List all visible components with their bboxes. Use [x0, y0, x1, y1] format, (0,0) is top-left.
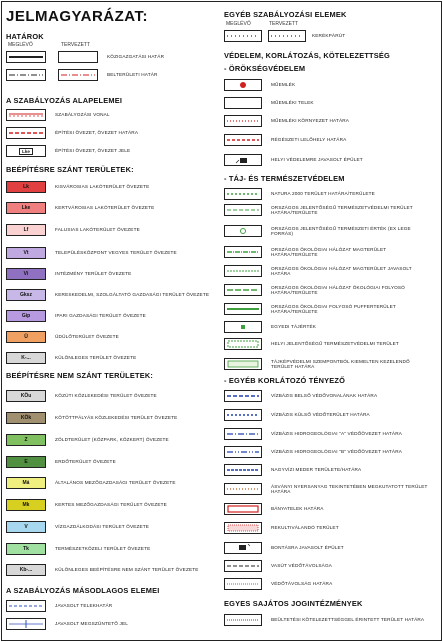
orszagos-termeszetvedelmi-symbol	[224, 204, 262, 216]
legend-row	[6, 411, 177, 425]
legend-label: RÉGÉSZETI LELŐHELY HATÁRA	[271, 137, 347, 143]
legend-label: MŰEMLÉKI KÖRNYEZET HATÁRA	[271, 118, 350, 124]
hatarok-heading: HATÁROK	[6, 32, 44, 41]
hidrogeologiai-b-symbol	[224, 446, 262, 458]
legend-row	[6, 68, 158, 82]
zone-swatch: Lk	[6, 181, 46, 193]
legend-row	[224, 389, 377, 403]
legend-label: SZABÁLYOZÁSI VONAL	[55, 112, 110, 118]
legend-row	[6, 433, 169, 447]
zone-swatch: Vt	[6, 247, 46, 259]
legend-row	[6, 144, 130, 158]
legend-label: TELEPÜLÉSKÖZPONT VEGYES TERÜLET ÖVEZETE	[55, 250, 177, 256]
tajkepvedelmi-symbol	[224, 358, 262, 370]
kerekparut-existing-symbol	[224, 30, 262, 42]
asvanyi-nyersanyag-symbol	[224, 483, 262, 495]
legend-label: TERMÉSZETKÖZELI TERÜLET ÖVEZETE	[55, 546, 151, 552]
legend-row	[6, 330, 119, 344]
legend-row	[224, 78, 295, 92]
legend-label: ÜDÜLŐTERÜLET ÖVEZETE	[55, 334, 119, 340]
legend-label: JAVASOLT TELEKHATÁR	[55, 603, 113, 609]
zone-swatch: KÖu	[6, 390, 46, 402]
zone-swatch: Má	[6, 477, 46, 489]
muemleki-telek-symbol	[224, 97, 262, 109]
zone-swatch: Gksz	[6, 289, 46, 301]
legend-label: MŰEMLÉKI TELEK	[271, 100, 314, 106]
legend-label: VASÚT VÉDŐTÁVOLSÁGA	[271, 563, 333, 569]
zone-swatch: Lf	[6, 224, 46, 236]
legend-label: REKULTIVÁLANDÓ TERÜLET	[271, 525, 339, 531]
zone-swatch: Gip	[6, 310, 46, 322]
legend-row	[6, 542, 150, 556]
legend-label: ÉPÍTÉSI ÖVEZET, ÖVEZET HATÁRA	[55, 130, 139, 136]
bontasra-symbol	[224, 542, 262, 554]
legend-row	[224, 559, 332, 573]
legend-row	[6, 309, 146, 323]
telekhatar-symbol	[6, 600, 46, 612]
ovezet-jel-code: Lke	[19, 148, 33, 155]
korlatozo-heading: - EGYÉB KORLÁTOZÓ TÉNYEZŐ	[224, 376, 346, 385]
natura-symbol	[224, 188, 262, 200]
vizbazis-belso-symbol	[224, 390, 262, 402]
legend-row	[6, 498, 167, 512]
joginteztmenyek-heading: EGYES SAJÁTOS JOGINTÉZMÉNYEK	[224, 599, 363, 608]
legend-sheet	[1, 1, 442, 641]
legend-row	[6, 617, 128, 631]
nem-szant-heading: BEÉPÍTÉSRE NEM SZÁNT TERÜLETEK:	[6, 371, 154, 380]
legend-label: KÖZÚTI KÖZLEKEDÉSI TERÜLET ÖVEZETE	[55, 393, 157, 399]
legend-label: VÍZBÁZIS BELSŐ VÉDŐVONALÁNAK HATÁRA	[271, 393, 378, 399]
legend-label: ÁLTALÁNOS MEZŐGAZDASÁGI TERÜLET ÖVEZETE	[55, 480, 176, 486]
legend-row	[224, 577, 332, 591]
ovezet-hatar-symbol	[6, 127, 46, 139]
legend-row	[6, 288, 215, 302]
zone-swatch: V	[6, 521, 46, 533]
alapelemek-heading: A SZABÁLYOZÁS ALAPELEMEI	[6, 96, 123, 105]
orokseg-heading: - ÖRÖKSÉGVÉDELEM	[224, 64, 306, 73]
zone-swatch: Mk	[6, 499, 46, 511]
legend-title: JELMAGYARÁZAT:	[6, 8, 149, 25]
okologiai-folyoso-symbol	[224, 284, 262, 296]
vedelem-heading: VÉDELEM, KORLÁTOZÁS, KÖTELEZETTSÉG	[224, 51, 390, 60]
col-tervezett-label: TERVEZETT	[61, 42, 91, 48]
helyi-vedelem-symbol	[224, 154, 262, 166]
legend-label: NAGYVÍZI MEDER TERÜLETE/HATÁRA	[271, 467, 362, 473]
helyi-termeszetvedelmi-symbol	[224, 338, 262, 350]
legend-label: TÁJKÉPVÉDELMI SZEMPONTBÓL KIEMELTEN KEZELENDŐ TERÜLET HATÁRA	[271, 358, 410, 369]
legend-row	[6, 389, 157, 403]
zone-swatch: Kb-...	[6, 564, 46, 576]
zone-swatch: K-...	[6, 352, 46, 364]
legend-label: INTÉZMÉNY TERÜLET ÖVEZETE	[55, 271, 132, 277]
vizbazis-kulso-symbol	[224, 409, 262, 421]
legend-label: IPARI GAZDASÁGI TERÜLET ÖVEZETE	[55, 313, 146, 319]
legend-row	[224, 264, 431, 278]
legend-label: JAVASOLT MEGSZÜNTETŐ JEL	[55, 621, 129, 627]
nagyvizi-meder-symbol	[224, 464, 262, 476]
legend-row	[6, 520, 149, 534]
legend-label: MŰEMLÉK	[271, 82, 296, 88]
legend-label: VÍZBÁZIS HIDROGEOLÓGIAI "A" VÉDŐÖVEZET HATÁRA	[271, 431, 403, 437]
legend-label: FALUSIAS LAKÓTERÜLET ÖVEZETE	[55, 227, 140, 233]
col-meglevo-label: MEGLÉVŐ	[226, 21, 251, 27]
legend-label: KISVÁROSIAS LAKÓTERÜLET ÖVEZETE	[55, 184, 150, 190]
legend-row	[224, 482, 431, 496]
legend-row	[6, 201, 154, 215]
belteruleti-planned-symbol	[58, 69, 98, 81]
legend-label: ORSZÁGOS JELENTŐSÉGŰ TERMÉSZETI ÉRTÉK (EX LEGE FORRÁS)	[271, 225, 411, 236]
legend-row	[224, 408, 370, 422]
legend-row	[224, 445, 402, 459]
zone-swatch: Ü	[6, 331, 46, 343]
legend-label: ORSZÁGOS ÖKOLÓGIAI HÁLÓZAT MAGTERÜLET JAVASOLT HATÁRA	[271, 265, 412, 276]
ex-lege-symbol	[224, 225, 262, 237]
legend-label: KERÉKPÁRÚT	[312, 33, 346, 39]
legend-label: ÉPÍTÉSI ÖVEZET, ÖVEZET JELE	[55, 148, 131, 154]
legend-label: VÍZBÁZIS HIDROGEOLÓGIAI "B" VÉDŐÖVEZET HATÁRA	[271, 449, 403, 455]
zone-swatch: KÖk	[6, 412, 46, 424]
egyeb-heading: EGYÉB SZABÁLYOZÁSI ELEMEK	[224, 10, 347, 19]
legend-row	[6, 223, 140, 237]
zone-swatch: Vi	[6, 268, 46, 280]
legend-label: ÁSVÁNYI NYERSANYAG TEKINTETÉBEN MEGKUTATOTT TERÜLET HATÁRA	[271, 483, 428, 494]
legend-row	[6, 563, 215, 577]
ovezet-jel-symbol	[6, 145, 46, 157]
legend-label: BONTÁSRA JAVASOLT ÉPÜLET	[271, 545, 344, 551]
legend-row	[224, 96, 314, 110]
col-tervezett-label: TERVEZETT	[269, 21, 299, 27]
legend-row	[224, 502, 324, 516]
kozigazgatasi-planned-symbol	[58, 51, 98, 63]
legend-label: VÍZBÁZIS KÜLSŐ VÉDŐTERÜLET HATÁRA	[271, 412, 370, 418]
legend-row	[6, 267, 131, 281]
legend-label: KERTES MEZŐGAZDASÁGI TERÜLET ÖVEZETE	[55, 502, 167, 508]
zone-swatch: E	[6, 456, 46, 468]
legend-row	[224, 613, 431, 627]
legend-row	[6, 50, 164, 64]
legend-label: BELTERÜLETI HATÁR	[107, 72, 158, 78]
legend-row	[6, 476, 176, 490]
legend-row	[224, 187, 375, 201]
legend-label: KÜLÖNLEGES TERÜLET ÖVEZETE	[55, 355, 137, 361]
legend-label: KÖTÖTTPÁLYÁS KÖZLEKEDÉSI TERÜLET ÖVEZETE	[55, 415, 178, 421]
legend-row	[6, 455, 116, 469]
vedotavolsag-symbol	[224, 578, 262, 590]
zone-swatch: Lke	[6, 202, 46, 214]
legend-row	[6, 351, 136, 365]
legend-label: ORSZÁGOS ÖKOLÓGIAI HÁLÓZAT MAGTERÜLET HATÁRA/TERÜLETE	[271, 246, 387, 257]
legend-row	[224, 283, 431, 297]
legend-row	[224, 114, 349, 128]
muemleki-kornyezet-symbol	[224, 115, 262, 127]
legend-label: ZÖLDTERÜLET (KÖZPARK, KÖZKERT) ÖVEZETE	[55, 437, 169, 443]
legend-row	[224, 463, 361, 477]
legend-label: KERESKEDELMI, SZOLGÁLTATÓ GAZDASÁGI TERÜLET ÖVEZETE	[55, 292, 210, 298]
col-meglevo-label: MEGLÉVŐ	[8, 42, 33, 48]
legend-label: VÍZGAZDÁLKODÁSI TERÜLET ÖVEZETE	[55, 524, 150, 530]
megszunteto-symbol	[6, 618, 46, 630]
regeszeti-symbol	[224, 134, 262, 146]
legend-label: EGYEDI TÁJÉRTÉK	[271, 324, 317, 330]
zone-swatch: Tk	[6, 543, 46, 555]
hidrogeologiai-a-symbol	[224, 428, 262, 440]
rekultivalando-symbol	[224, 522, 262, 534]
legend-label: KÜLÖNLEGES BEÉPÍTÉSRE NEM SZÁNT TERÜLET ÖVEZETE	[55, 567, 199, 573]
legend-row	[6, 599, 112, 613]
beultetesi-symbol	[224, 614, 262, 626]
legend-label: KÖZIGAZGATÁSI HATÁR	[107, 54, 165, 60]
legend-row	[224, 203, 431, 217]
legend-label: ORSZÁGOS ÖKOLÓGIAI HÁLÓZAT ÖKOLÓGIAI FOLYOSÓ HATÁRA/TERÜLETE	[271, 284, 405, 295]
legend-label: BÁNYATELEK HATÁRA	[271, 506, 324, 512]
taj-heading: - TÁJ- ÉS TERMÉSZETVÉDELEM	[224, 174, 345, 183]
muemlek-symbol	[224, 79, 262, 91]
legend-row	[224, 541, 344, 555]
legend-row	[6, 246, 215, 260]
legend-row	[224, 337, 431, 351]
zone-swatch: Z	[6, 434, 46, 446]
szabalyozasi-vonal-symbol	[6, 109, 46, 121]
legend-label: ORSZÁGOS ÖKOLÓGIAI FOLYOSÓ PUFFERTERÜLET HATÁRA/TERÜLETE	[271, 303, 396, 314]
banyatelek-symbol	[224, 503, 262, 515]
kerekparut-planned-symbol	[268, 30, 306, 42]
legend-row	[6, 108, 110, 122]
legend-row	[6, 180, 149, 194]
legend-row	[224, 245, 431, 259]
legend-row	[224, 427, 402, 441]
magterulet-javasolt-symbol	[224, 265, 262, 277]
legend-label: NATURA 2000 TERÜLET HATÁRA/TERÜLETE	[271, 191, 375, 197]
legend-row	[224, 133, 346, 147]
magterulet-symbol	[224, 246, 262, 258]
legend-label: ORSZÁGOS JELENTŐSÉGŰ TERMÉSZETVÉDELMI TERÜLET HATÁRA/TERÜLETE	[271, 204, 413, 215]
legend-row	[224, 153, 363, 167]
kozigazgatasi-existing-symbol	[6, 51, 46, 63]
legend-label: ERDŐTERÜLET ÖVEZETE	[55, 459, 116, 465]
legend-row	[6, 126, 138, 140]
beepitesre-szant-heading: BEÉPÍTÉSRE SZÁNT TERÜLETEK:	[6, 165, 134, 174]
puffer-symbol	[224, 303, 262, 315]
legend-row	[224, 29, 345, 43]
legend-row	[224, 224, 431, 238]
legend-row	[224, 302, 431, 316]
legend-label: KERTVÁROSIAS LAKÓTERÜLET ÖVEZETE	[55, 205, 155, 211]
belteruleti-existing-symbol	[6, 69, 46, 81]
legend-label: HELYI JELENTŐSÉGŰ TERMÉSZETVÉDELMI TERÜLET	[271, 341, 399, 347]
masodlagos-heading: A SZABÁLYOZÁS MÁSODLAGOS ELEMEI	[6, 586, 160, 595]
legend-row	[224, 320, 316, 334]
legend-label: BEÜLTETÉSI KÖTELEZETTSÉGGEL ÉRINTETT TERÜLET HATÁRA	[271, 617, 425, 623]
tajertek-symbol	[224, 321, 262, 333]
legend-row	[224, 357, 431, 371]
legend-label: VÉDŐTÁVOLSÁG HATÁRA	[271, 581, 333, 587]
vasut-vedotavolsag-symbol	[224, 560, 262, 572]
legend-row	[224, 521, 339, 535]
legend-label: HELYI VÉDELEMRE JAVASOLT ÉPÜLET	[271, 157, 363, 163]
